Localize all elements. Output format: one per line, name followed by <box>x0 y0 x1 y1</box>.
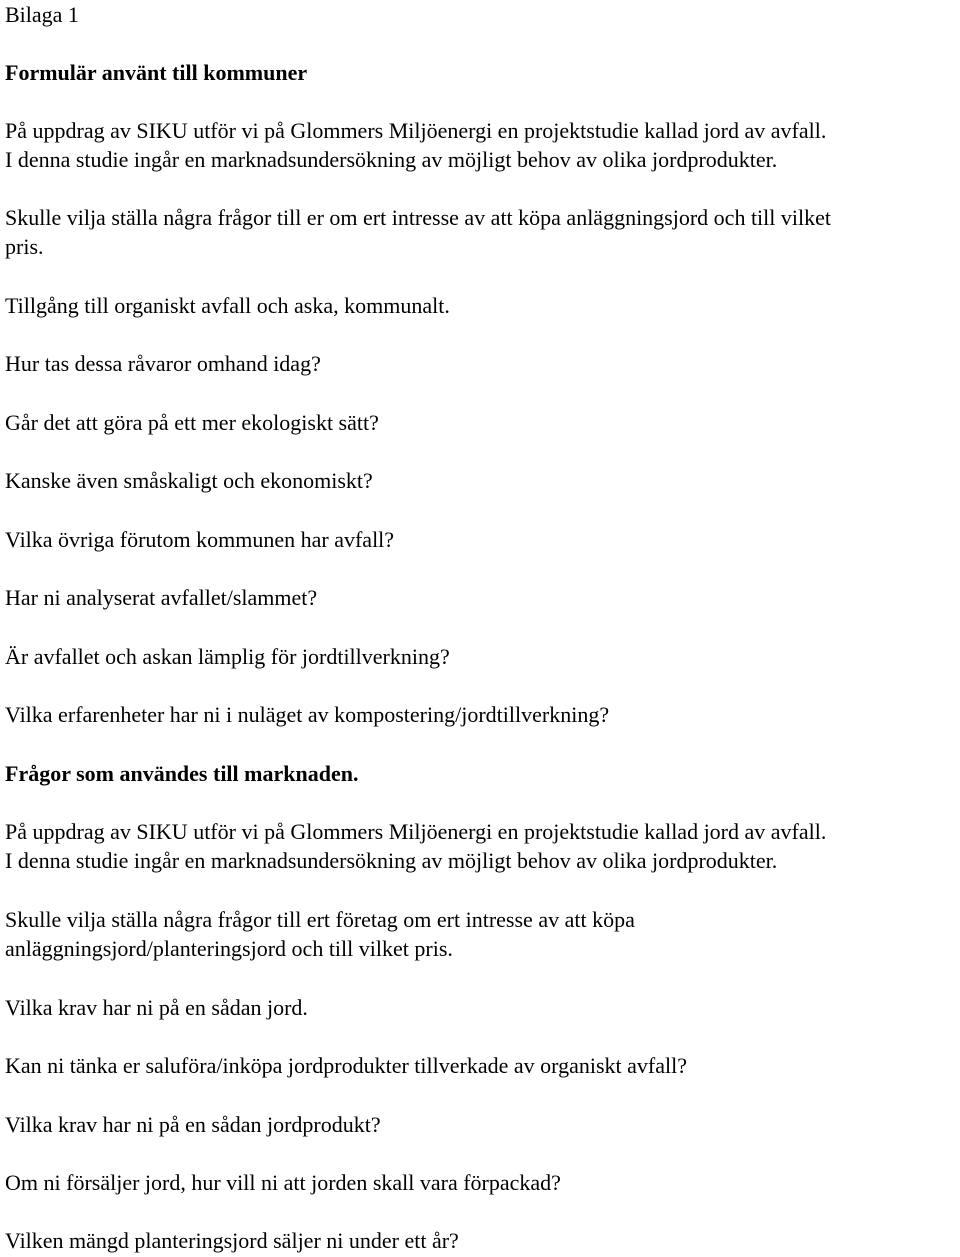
section1-request-line1: Skulle vilja ställa några frågor till er om ert intresse av att köpa anläggningsjord och till vilket <box>5 205 831 230</box>
section2-question: Om ni försäljer jord, hur vill ni att jorden skall vara förpackad? <box>5 1170 561 1195</box>
section1-question: Kanske även småskaligt och ekonomiskt? <box>5 468 373 493</box>
section1-question: Går det att göra på ett mer ekologiskt sätt? <box>5 410 379 435</box>
section1-question: Hur tas dessa råvaror omhand idag? <box>5 351 321 376</box>
section2-intro-line1: På uppdrag av SIKU utför vi på Glommers Miljöenergi en projektstudie kallad jord av avfall. <box>5 819 827 844</box>
section1-question: Tillgång till organiskt avfall och aska, kommunalt. <box>5 293 450 318</box>
section1-request-line2: pris. <box>5 234 44 259</box>
section2-intro-line2: I denna studie ingår en marknadsundersökning av möjligt behov av olika jordprodukter. <box>5 848 778 873</box>
section1-question: Vilka erfarenheter har ni i nuläget av kompostering/jordtillverkning? <box>5 702 610 727</box>
section1-intro-line1: På uppdrag av SIKU utför vi på Glommers Miljöenergi en projektstudie kallad jord av avfall. <box>5 118 827 143</box>
section1-question: Vilka övriga förutom kommunen har avfall? <box>5 527 395 552</box>
section2-heading: Frågor som användes till marknaden. <box>5 761 359 786</box>
appendix-label: Bilaga 1 <box>5 2 79 27</box>
section2-request-line2: anläggningsjord/planteringsjord och till vilket pris. <box>5 936 453 961</box>
section2-question: Vilka krav har ni på en sådan jordprodukt? <box>5 1112 381 1137</box>
section2-question: Vilken mängd planteringsjord säljer ni under ett år? <box>5 1228 459 1253</box>
section1-question: Är avfallet och askan lämplig för jordtillverkning? <box>5 644 450 669</box>
section1-intro-line2: I denna studie ingår en marknadsundersökning av möjligt behov av olika jordprodukter. <box>5 147 778 172</box>
section2-question: Kan ni tänka er saluföra/inköpa jordprodukter tillverkade av organiskt avfall? <box>5 1053 687 1078</box>
section2-question: Vilka krav har ni på en sådan jord. <box>5 995 308 1020</box>
section1-question: Har ni analyserat avfallet/slammet? <box>5 585 318 610</box>
section2-request-line1: Skulle vilja ställa några frågor till ert företag om ert intresse av att köpa <box>5 907 635 932</box>
section1-heading: Formulär använt till kommuner <box>5 60 308 85</box>
